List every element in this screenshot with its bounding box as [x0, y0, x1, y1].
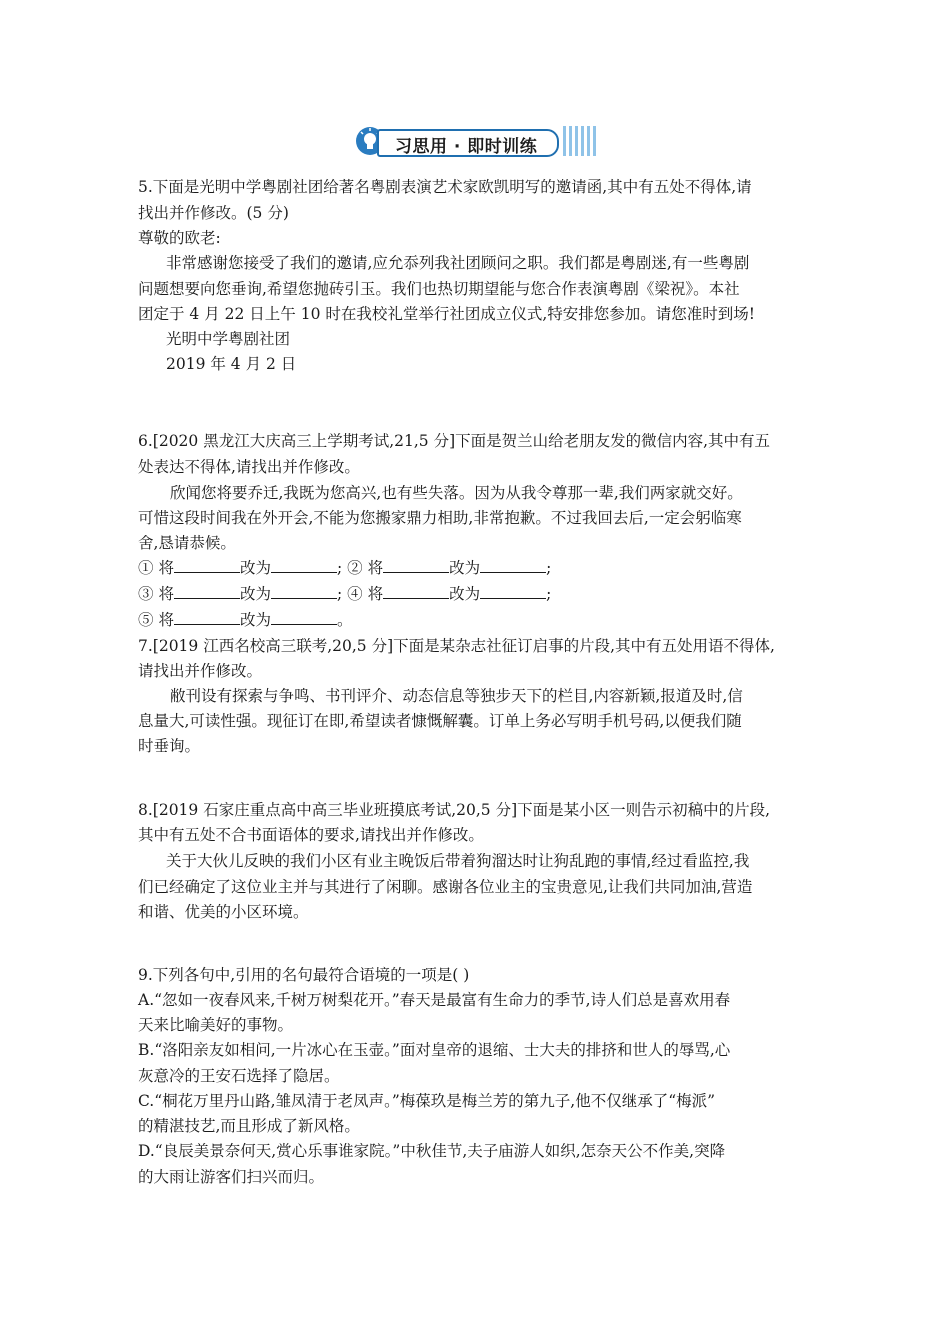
q9-option-c-2: 的精湛技艺,而且形成了新风格。: [138, 1117, 360, 1135]
q9-option-c-1: C.“桐花万里丹山路,雏凤清于老凤声。”梅葆玖是梅兰芳的第九子,他不仅继承了“梅派”: [138, 1092, 716, 1110]
q9-stem: 9.下列各句中,引用的名句最符合语境的一项是( ): [138, 966, 470, 984]
q9-option-a-2: 天来比喻美好的事物。: [138, 1016, 294, 1034]
q6-fill-row-1: ① 将 改为 ; ② 将 改为 ;: [138, 559, 552, 577]
q9-option-d-2: 的大雨让游客们扫兴而归。: [138, 1168, 325, 1186]
q8-line-1: 8.[2019 石家庄重点高中高三毕业班摸底考试,20,5 分]下面是某小区一则告示初稿中的片段,: [138, 801, 771, 819]
answer-blank[interactable]: [174, 610, 240, 625]
q7-body-3: 时垂询。: [138, 737, 201, 755]
q5-date: 2019 年 4 月 2 日: [166, 355, 297, 373]
q7-line-2: 请找出并作修改。: [138, 662, 263, 680]
answer-blank[interactable]: [271, 610, 337, 625]
q6-fill-row-3: ⑤ 将 改为 。: [138, 611, 353, 629]
q7-line-1: 7.[2019 江西名校高三联考,20,5 分]下面是某杂志社征订启事的片段,其中有五处用语不得体,: [138, 637, 775, 655]
q9-option-b-2: 灰意冷的王安石选择了隐居。: [138, 1067, 340, 1085]
q9-option-b-1: B.“洛阳亲友如相问,一片冰心在玉壶。”面对皇帝的退缩、士大夫的排挤和世人的辱骂,心: [138, 1041, 731, 1059]
q9-option-a-1: A.“忽如一夜春风来,千树万树梨花开。”春天是最富有生命力的季节,诗人们总是喜欢用春: [138, 991, 731, 1009]
q8-body-1: 关于大伙儿反映的我们小区有业主晚饭后带着狗溜达时让狗乱跑的事情,经过看监控,我: [166, 852, 750, 870]
q6-body-3: 舍,恳请恭候。: [138, 534, 236, 552]
q5-signature: 光明中学粤剧社团: [166, 330, 291, 348]
q5-body-2: 问题想要向您垂询,希望您抛砖引玉。我们也热切期望能与您合作表演粤剧《梁祝》。本社: [138, 280, 740, 298]
answer-blank[interactable]: [480, 584, 546, 599]
q5-line-2: 找出并作修改。(5 分): [138, 204, 289, 222]
answer-blank[interactable]: [383, 584, 449, 599]
q6-body-2: 可惜这段时间我在外开会,不能为您搬家鼎力相助,非常抱歉。不过我回去后,一定会躬临寒: [138, 509, 742, 527]
q7-body-2: 息量大,可读性强。现征订在即,希望读者慷慨解囊。订单上务必写明手机号码,以便我们随: [138, 712, 742, 730]
q9-option-d-1: D.“良辰美景奈何天,赏心乐事谁家院。”中秋佳节,夫子庙游人如织,怎奈天公不作美,突降: [138, 1142, 726, 1160]
q8-body-2: 们已经确定了这位业主并与其进行了闲聊。感谢各位业主的宝贵意见,让我们共同加油,营造: [138, 878, 753, 896]
q6-line-2: 处表达不得体,请找出并作修改。: [138, 458, 360, 476]
item-number: ①: [138, 559, 154, 577]
item-number: ④: [347, 585, 363, 603]
q5-line-1: 5.下面是光明中学粤剧社团给著名粤剧表演艺术家欧凯明写的邀请函,其中有五处不得体,请: [138, 178, 752, 196]
q7-body-1: 敝刊设有探索与争鸣、书刊评介、动态信息等独步天下的栏目,内容新颖,报道及时,信: [170, 687, 743, 705]
section-header-badge: [355, 126, 595, 156]
section-header-box: [377, 129, 559, 157]
q6-body-1: 欣闻您将要乔迁,我既为您高兴,也有些失落。因为从我令尊那一辈,我们两家就交好。: [170, 484, 743, 502]
answer-blank[interactable]: [271, 558, 337, 573]
q5-salutation: 尊敬的欧老:: [138, 229, 221, 247]
item-number: ③: [138, 585, 154, 603]
q8-body-3: 和谐、优美的小区环境。: [138, 903, 309, 921]
q6-fill-row-2: ③ 将 改为 ; ④ 将 改为 ;: [138, 585, 552, 603]
item-number: ⑤: [138, 611, 154, 629]
q5-body-3: 团定于 4 月 22 日上午 10 时在我校礼堂举行社团成立仪式,特安排您参加。请您准时到场!: [138, 305, 756, 323]
item-number: ②: [347, 559, 363, 577]
q8-line-2: 其中有五处不合书面语体的要求,请找出并作修改。: [138, 826, 484, 844]
section-header-title: 习思用 · 即时训练: [395, 137, 538, 157]
answer-blank[interactable]: [383, 558, 449, 573]
q5-body-1: 非常感谢您接受了我们的邀请,应允忝列我社团顾问之职。我们都是粤剧迷,有一些粤剧: [166, 254, 750, 272]
answer-blank[interactable]: [271, 584, 337, 599]
answer-blank[interactable]: [174, 584, 240, 599]
q6-line-1: 6.[2020 黑龙江大庆高三上学期考试,21,5 分]下面是贺兰山给老朋友发的微信内容,其中有五: [138, 432, 771, 450]
answer-blank[interactable]: [174, 558, 240, 573]
header-decoration-stripes: [563, 126, 599, 156]
answer-blank[interactable]: [480, 558, 546, 573]
